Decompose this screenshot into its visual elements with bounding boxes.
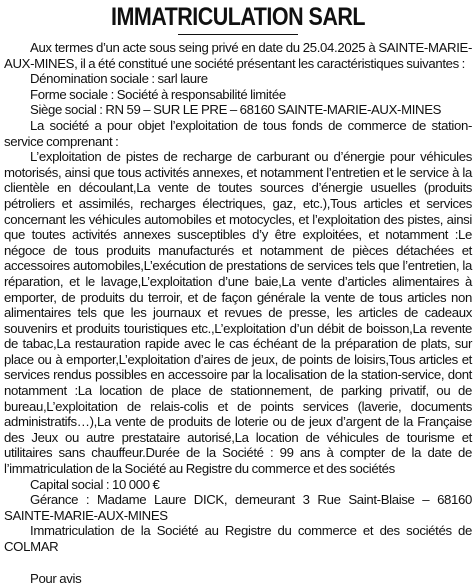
title-underline xyxy=(178,34,298,35)
registration-paragraph: Immatriculation de la Société au Registre du commerce et des sociétés de COLMAR xyxy=(4,523,472,554)
signature-line: Pour avis xyxy=(30,570,82,586)
legal-form-line: Forme sociale : Société à responsabilité limitée xyxy=(30,86,286,102)
management-paragraph: Gérance : Madame Laure DICK, demeurant 3 Rue Saint-Blaise – 68160 SAINTE-MARIE-AUX-MINES xyxy=(4,492,472,523)
registered-office-line: Siège social : RN 59 – SUR LE PRE – 68160 SAINTE-MARIE-AUX-MINES xyxy=(30,102,442,118)
denomination-line: Dénomination sociale : sarl laure xyxy=(30,71,208,87)
purpose-intro-paragraph: La société a pour objet l’exploitation de tous fonds de commerce de station-service comprenant : xyxy=(4,117,472,149)
capital-line: Capital social : 10 000 € xyxy=(30,476,160,492)
notice-body xyxy=(4,40,472,586)
notice-title: IMMATRICULATION SARL xyxy=(110,3,366,31)
purpose-paragraph: L’exploitation de pistes de recharge de carburant ou d’énergie pour véhicules motorisés, ainsi que tous activités annexes, et notamment l’entretien et le service à la clientèle en découlant,La vente de toutes sources d’énergie usuelles (produits pétroliers et assimilés, recharges électriques, gaz, etc.),Tous articles et services concernant les véhicules automobiles et motocycles, et l’exploitation des pistes, ainsi que toutes activités annexes susceptibles d’y être exploitées, et notamment :Le négoce de tous produits manufacturés et notamment de pièces détachées et accessoires automobiles,L’exécution de prestations de services tels que l’entretien, la réparation, et le lavage,L’exploitation d’une baie,La vente d’articles alimentaires à emporter, de produits du terroir, et de façon générale la vente de tous articles non alimentaires tels que les journaux et revues de presse, les articles de cadeaux souvenirs et produits touristiques etc.,L’exploitation d’un débit de boisson,La revente de tabac,La restauration rapide avec le cas échéant de la préparation de plats, sur place ou à emporter,L’exploitation d’aires de jeux, de points de loisirs,Tous articles et services rendus possibles en accessoire par la localisation de la station-service, dont notamment :La location de place de stationnement, de parking privatif, ou de bureau,L’exploitation de relais-colis et de points services (laverie, documents administratifs…),La vente de produits de loterie ou de jeux d’argent de la Française des Jeux ou autre prestataire autorisé,La location de véhicules de tourisme et utilitaires sans chauffeur.Durée de la Société : 99 ans à compter de la date de l’immatriculation de la Société au Registre du commerce et des sociétés xyxy=(4,149,472,477)
paragraph-spacer xyxy=(4,555,472,571)
intro-paragraph: Aux termes d’un acte sous seing privé en date du 25.04.2025 à SAINTE-MARIE-AUX-MINES, il a été constitué une société présentant les caractéristiques suivantes : xyxy=(4,40,472,71)
